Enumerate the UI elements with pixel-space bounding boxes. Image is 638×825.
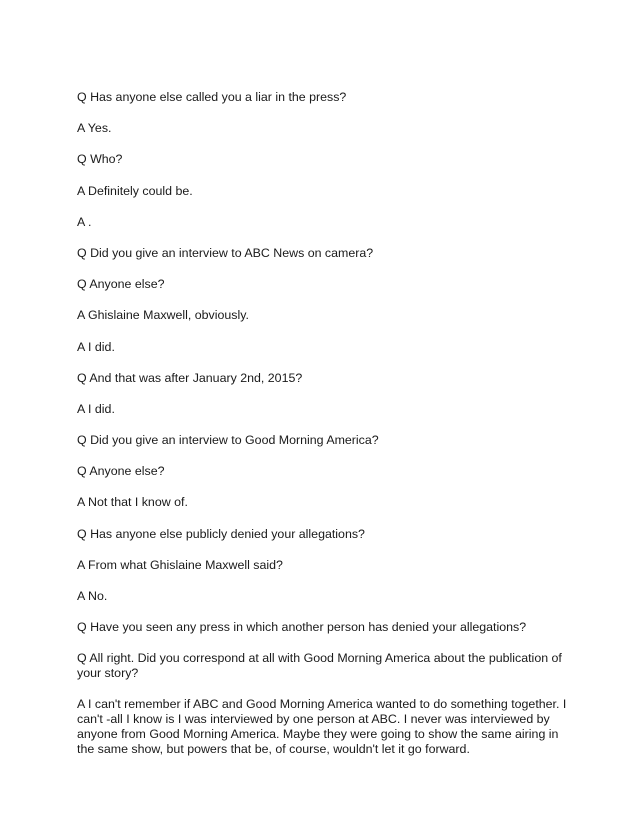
transcript-line: A I can't remember if ABC and Good Morning America wanted to do something together. I can't -all I know is I was interviewed by one person at ABC. I never was interviewed by anyone from Good Morning America. Maybe they were going to show the same airing in the same show, but powers that be, of course, wouldn't let it go forward. (77, 697, 567, 757)
transcript-line: Q Has anyone else called you a liar in the press? (77, 90, 347, 104)
transcript-line: A Yes. (77, 121, 112, 136)
transcript-body (77, 90, 567, 773)
transcript-line: A No. (77, 589, 108, 603)
transcript-line: Q Anyone else? (77, 464, 165, 479)
transcript-line: Q Anyone else? (77, 277, 165, 292)
transcript-line: Q All right. Did you correspond at all with Good Morning America about the publication of your story? (77, 651, 562, 681)
transcript-line: Q Did you give an interview to Good Morning America? (77, 433, 379, 448)
transcript-line: A From what Ghislaine Maxwell said? (77, 557, 283, 572)
transcript-line: A Definitely could be. (77, 183, 193, 198)
transcript-line: A I did. (77, 401, 115, 416)
transcript-line: A I did. (77, 339, 115, 354)
transcript-line: Q Did you give an interview to ABC News on camera? (77, 245, 374, 260)
transcript-line: Q Has anyone else publicly denied your allegations? (77, 526, 365, 541)
transcript-line: Q Have you seen any press in which another person has denied your allegations? (77, 620, 527, 635)
transcript-line: Q And that was after January 2nd, 2015? (77, 370, 303, 385)
transcript-line: Q Who? (77, 152, 123, 167)
transcript-line: A Not that I know of. (77, 495, 188, 510)
transcript-line: A Ghislaine Maxwell, obviously. (77, 308, 249, 323)
transcript-line: A . (77, 214, 92, 229)
